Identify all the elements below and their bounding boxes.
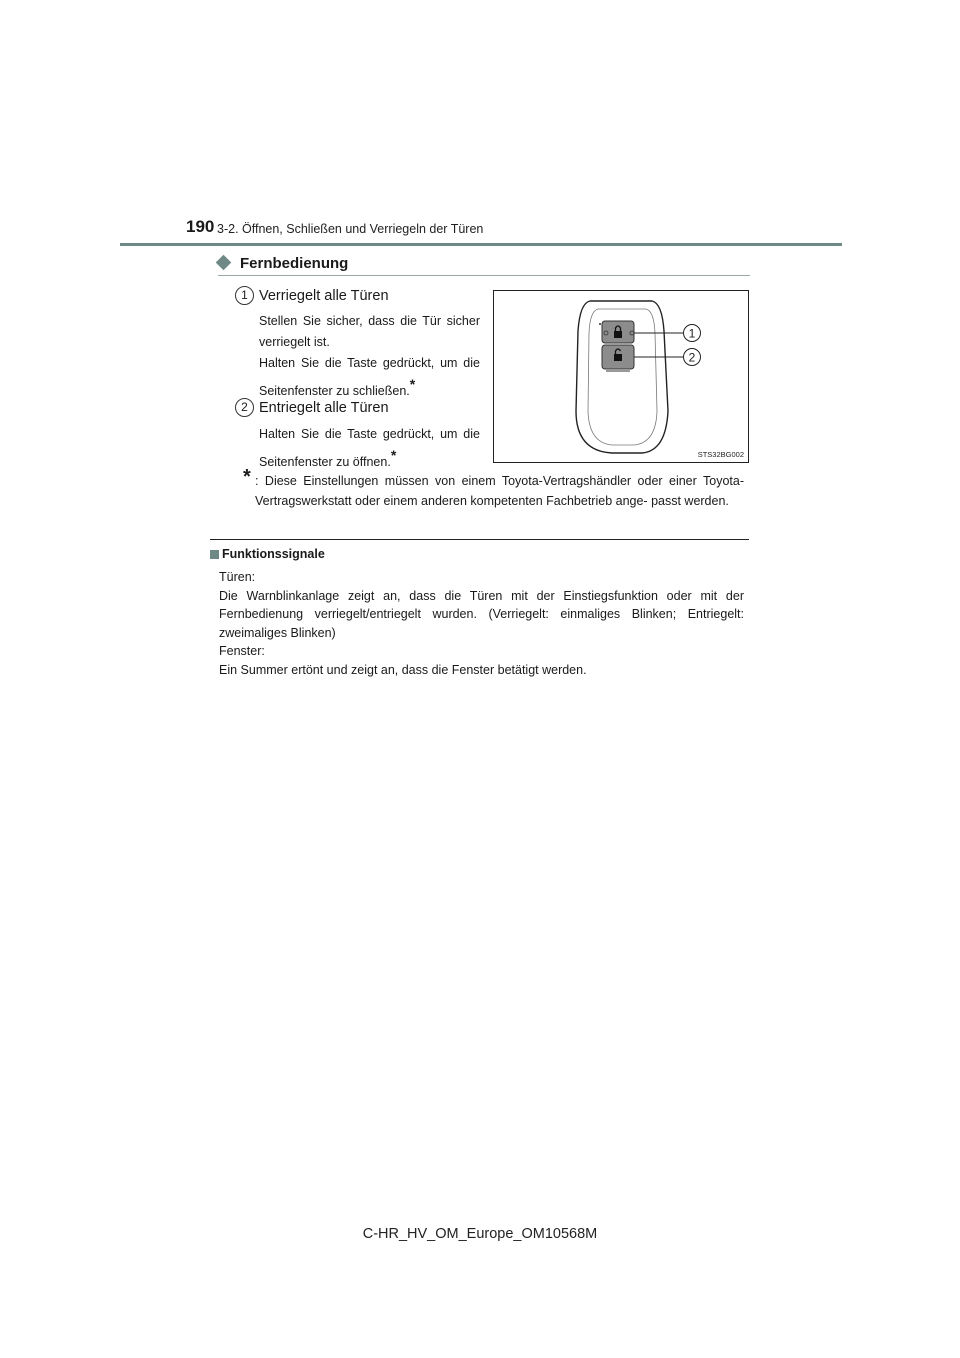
- item-title-1: Verriegelt alle Türen: [259, 288, 389, 304]
- footnote-marker: *: [390, 447, 397, 463]
- info-line: Fenster:: [219, 644, 265, 658]
- callout-2: 2: [688, 350, 696, 365]
- document-footer: C-HR_HV_OM_Europe_OM10568M: [362, 1226, 598, 1242]
- item-title-2: Entriegelt alle Türen: [259, 400, 389, 416]
- info-line: Die Warnblinkanlage zeigt an, dass die Türen mit der Einstiegsfunktion oder mit der Fernbedienung verriegelt/entriegelt wurden. (Verriegelt: einmaliges Blinken; Entriegelt: zweimaliges Blinken): [219, 588, 744, 640]
- header-rule: [120, 243, 842, 246]
- item-1-paragraph-2: [259, 353, 480, 402]
- item-2-paragraph-1-text: Halten Sie die Taste gedrückt, um die Seitenfenster zu öffnen.: [259, 427, 480, 469]
- item-2-paragraph-1: [259, 424, 480, 473]
- info-line: Türen:: [219, 570, 256, 584]
- item-number-badge-2: 2: [235, 398, 254, 417]
- info-body: [219, 568, 744, 679]
- item-1-paragraph-2-text: Halten Sie die Taste gedrückt, um die Seitenfenster zu schließen.: [259, 356, 480, 398]
- figure-code: STS32BG002: [697, 450, 744, 459]
- page-number: 190: [186, 217, 215, 236]
- item-1-paragraph-1: Stellen Sie sicher, dass die Tür sicher verriegelt ist.: [259, 314, 480, 349]
- item-number-badge-1: 1: [235, 286, 254, 305]
- callout-1: 1: [688, 326, 696, 341]
- section-title: Fernbedienung: [240, 255, 349, 272]
- footnote-star: *: [243, 466, 251, 488]
- diamond-bullet-icon: [216, 255, 232, 271]
- chapter-title: 3-2. Öffnen, Schließen und Verriegeln der Türen: [217, 222, 484, 236]
- info-title: Funktionssignale: [222, 547, 325, 561]
- footnote-text: : Diese Einstellungen müssen von einem Toyota-Vertragshändler oder einer Toyota-Vertragswerkstatt oder einem anderen kompetenten Fachbetrieb ange- passt werden.: [255, 474, 744, 508]
- square-bullet-icon: [210, 550, 219, 559]
- section-rule: [218, 275, 750, 276]
- key-fob-figure: [493, 290, 749, 463]
- footnote-marker: *: [409, 376, 416, 392]
- info-rule: [210, 539, 749, 540]
- smart-key-illustration: [494, 291, 748, 462]
- info-line: Ein Summer ertönt und zeigt an, dass die Fenster betätigt werden.: [219, 662, 587, 677]
